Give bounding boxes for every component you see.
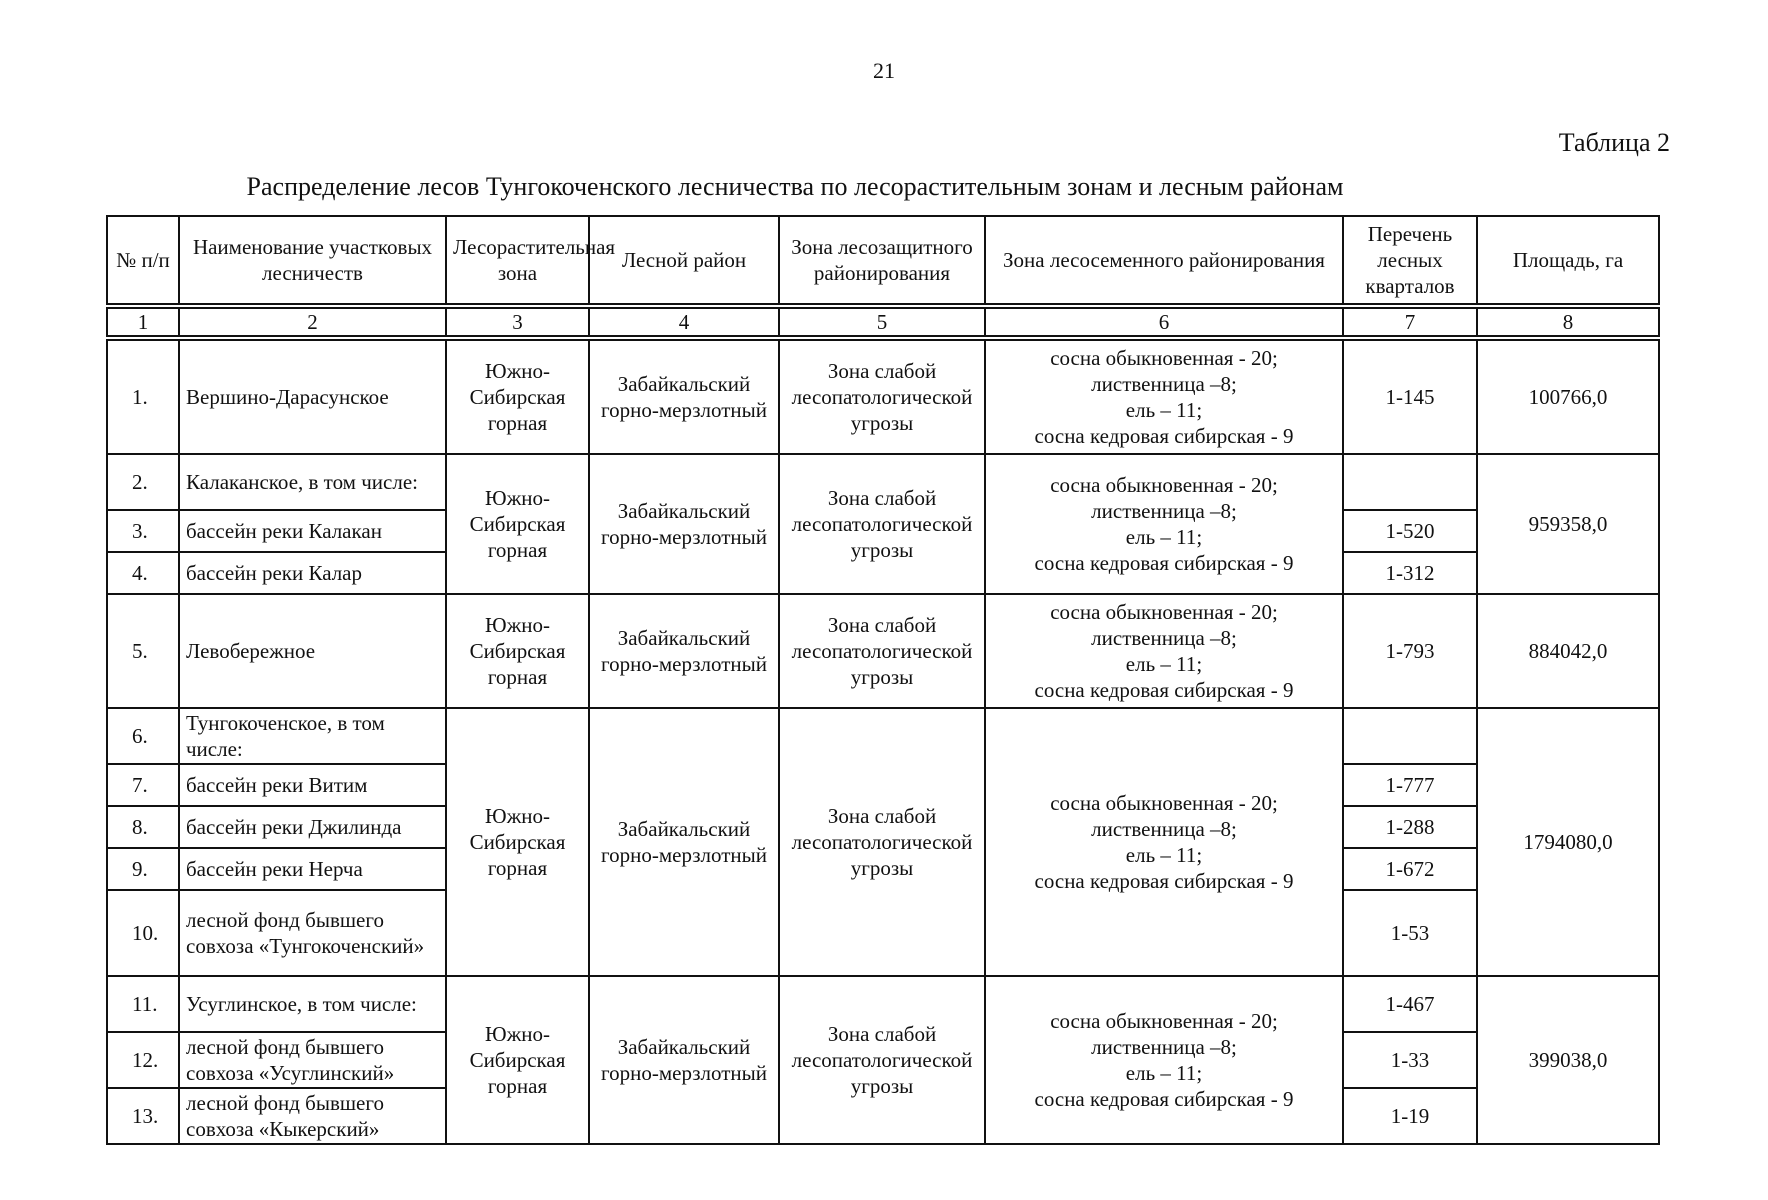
quarters-cell: 1-793 [1343,594,1477,708]
protect-cell: Зона слабой лесопатологической угрозы [779,594,985,708]
seed-line: сосна обыкновенная - 20; [1050,1009,1278,1034]
table-row [107,594,1659,708]
quarters-cell: 1-53 [1343,890,1477,976]
forestry-name: бассейн реки Калар [179,552,446,594]
area-cell: 959358,0 [1477,454,1659,594]
row-number: 8. [107,806,179,848]
zone-cell: Южно-Сибирская горная [446,338,589,454]
forestry-name: бассейн реки Витим [179,764,446,806]
header-zone: Лесорастительная зона [446,216,589,306]
district-cell: Забайкальский горно-мерзлотный [589,454,779,594]
quarters-cell: 1-467 [1343,976,1477,1032]
page-number: 21 [873,58,895,83]
seed-line: ель – 11; [1125,843,1203,868]
quarters-cell: 1-520 [1343,510,1477,552]
row-number: 1. [107,338,179,454]
column-index: 4 [589,306,779,338]
area-cell: 399038,0 [1477,976,1659,1144]
forestry-name: лесной фонд бывшего совхоза «Тунгокоченский» [179,890,446,976]
district-cell: Забайкальский горно-мерзлотный [589,594,779,708]
zone-cell: Южно-Сибирская горная [446,594,589,708]
quarters-cell: 1-288 [1343,806,1477,848]
column-index: 5 [779,306,985,338]
column-index: 8 [1477,306,1659,338]
seed-line: сосна кедровая сибирская - 9 [1034,424,1294,449]
zone-cell: Южно-Сибирская горная [446,454,589,594]
quarters-cell: 1-33 [1343,1032,1477,1088]
table-row [107,708,1659,764]
quarters-cell: 1-312 [1343,552,1477,594]
header-num: № п/п [107,216,179,306]
seed-line: сосна кедровая сибирская - 9 [1034,678,1294,703]
row-number: 6. [107,708,179,764]
forest-distribution-table [106,215,1660,1145]
forestry-name: бассейн реки Калакан [179,510,446,552]
forestry-name: Левобережное [179,594,446,708]
row-number: 7. [107,764,179,806]
seed-line: сосна обыкновенная - 20; [1050,599,1278,624]
forestry-name: Усуглинское, в том числе: [179,976,446,1032]
district-cell: Забайкальский горно-мерзлотный [589,976,779,1144]
row-number: 9. [107,848,179,890]
seed-line: лиственница –8; [1091,1035,1237,1060]
seed-line: лиственница –8; [1091,499,1237,523]
header-protect: Зона лесозащитного районирования [779,216,985,306]
column-index: 3 [446,306,589,338]
seed-cell [985,594,1343,708]
seed-line: сосна обыкновенная - 20; [1050,345,1278,370]
seed-line: сосна кедровая сибирская - 9 [1034,551,1294,576]
quarters-cell: 1-777 [1343,764,1477,806]
header-row [107,216,1659,306]
column-index: 2 [179,306,446,338]
row-number: 2. [107,454,179,510]
header-district: Лесной район [589,216,779,306]
district-cell: Забайкальский горно-мерзлотный [589,338,779,454]
seed-line: лиственница –8; [1091,817,1237,842]
seed-line: ель – 11; [1125,398,1203,423]
row-number: 13. [107,1088,179,1144]
column-index: 6 [985,306,1343,338]
row-number: 10. [107,890,179,976]
column-index-row [107,306,1659,338]
row-number: 5. [107,594,179,708]
quarters-cell: 1-145 [1343,338,1477,454]
forestry-name: бассейн реки Нерча [179,848,446,890]
table-label: Таблица 2 [1558,128,1670,157]
zone-cell: Южно-Сибирская горная [446,976,589,1144]
protect-cell: Зона слабой лесопатологической угрозы [779,976,985,1144]
header-name: Наименование участковых лесничеств [179,216,446,306]
area-cell: 100766,0 [1477,338,1659,454]
seed-line: лиственница –8; [1091,626,1237,650]
seed-line: сосна кедровая сибирская - 9 [1034,1087,1294,1112]
zone-cell: Южно-Сибирская горная [446,708,589,976]
header-area: Площадь, га [1477,216,1659,306]
seed-cell [985,708,1343,976]
protect-cell: Зона слабой лесопатологической угрозы [779,338,985,454]
quarters-cell: 1-19 [1343,1088,1477,1144]
seed-line: сосна обыкновенная - 20; [1050,791,1278,815]
area-cell: 884042,0 [1477,594,1659,708]
column-index: 1 [107,306,179,338]
quarters-cell [1343,454,1477,510]
table-caption: Распределение лесов Тунгокоченского лесничества по лесорастительным зонам и лесным районам [246,172,1344,201]
row-number: 3. [107,510,179,552]
district-cell: Забайкальский горно-мерзлотный [589,708,779,976]
seed-line: сосна кедровая сибирская - 9 [1034,869,1294,894]
forestry-name: Тунгокоченское, в том числе: [179,708,446,764]
seed-line: сосна обыкновенная - 20; [1050,472,1278,497]
seed-cell [985,338,1343,454]
seed-line: ель – 11; [1125,525,1203,550]
protect-cell: Зона слабой лесопатологической угрозы [779,454,985,594]
seed-line: ель – 11; [1125,1061,1203,1086]
quarters-cell: 1-672 [1343,848,1477,890]
seed-line: лиственница –8; [1091,372,1237,396]
seed-cell [985,976,1343,1144]
table-row [107,454,1659,510]
forestry-name: лесной фонд бывшего совхоза «Усуглинский» [179,1032,446,1088]
forestry-name: бассейн реки Джилинда [179,806,446,848]
column-index: 7 [1343,306,1477,338]
table-row [107,976,1659,1032]
area-cell: 1794080,0 [1477,708,1659,976]
row-number: 4. [107,552,179,594]
seed-cell [985,454,1343,594]
forestry-name: Вершино-Дарасунское [179,338,446,454]
protect-cell: Зона слабой лесопатологической угрозы [779,708,985,976]
row-number: 11. [107,976,179,1032]
forestry-name: Калаканское, в том числе: [179,454,446,510]
header-seed: Зона лесосеменного районирования [985,216,1343,306]
table-row [107,338,1659,454]
forestry-name: лесной фонд бывшего совхоза «Кыкерский» [179,1088,446,1144]
quarters-cell [1343,708,1477,764]
row-number: 12. [107,1032,179,1088]
seed-line: ель – 11; [1125,652,1203,677]
header-quarters: Перечень лесных кварталов [1343,216,1477,306]
